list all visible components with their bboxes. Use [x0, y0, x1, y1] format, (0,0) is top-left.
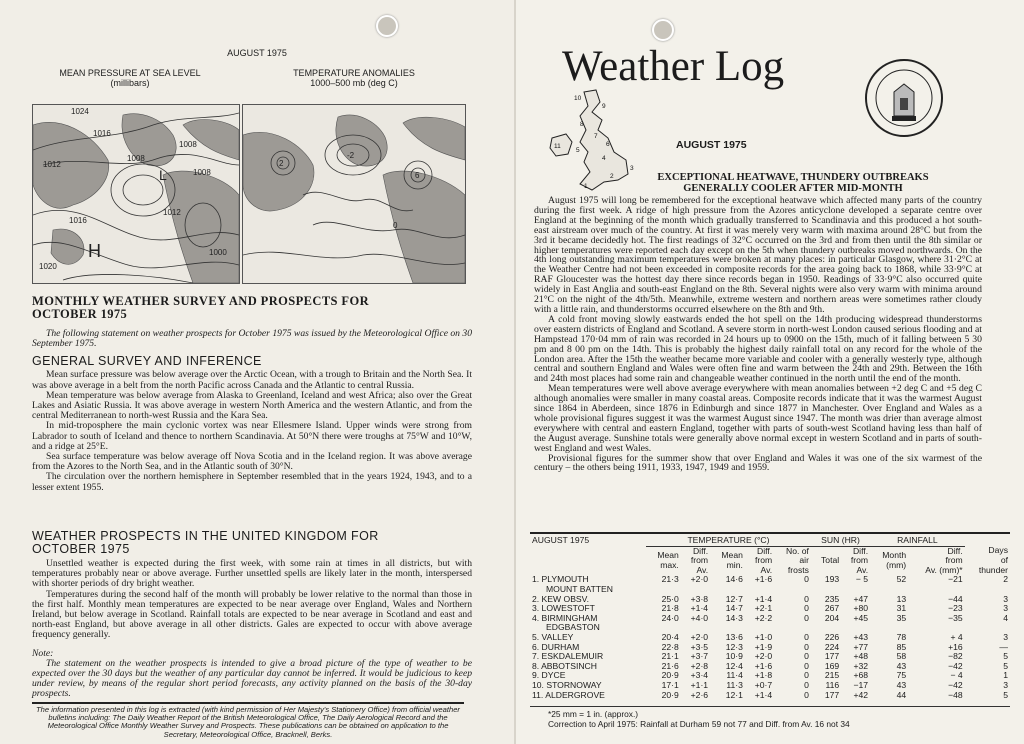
general-paragraph: Mean surface pressure was below average over the Arctic Ocean, with a trough to Britain and the North Sea. It was above average in a belt from the north Pacific across Canada and the Atlantic to central Russia.	[32, 369, 472, 391]
table-cell: −35	[948, 612, 963, 623]
station-name-line: 2. KEW OBSV.	[532, 593, 589, 604]
table-row	[530, 575, 1010, 594]
note-text: The statement on the weather prospects is intended to give a broad picture of the type of weather to be expected over the 30 days but the weather of any particular day cannot be inferred. It would be judicious to keep under review, by means of the regular short period forecasts, any activity planned on the basis of the 30-day prospects.	[32, 657, 472, 700]
column-header	[870, 546, 908, 575]
map1-title: MEAN PRESSURE AT SEA LEVEL	[59, 68, 201, 78]
station-name	[530, 691, 646, 701]
general-paragraph: Mean temperature was below average from Alaska to Greenland, Iceland and west Africa; also over the Great Lakes and Asiatic Russia. It was above average in western North America and the western Atlantic, and from the central Mediterranean to north-west Russia and the Kara Sea.	[32, 389, 472, 422]
isobar-label: 1020	[39, 262, 57, 271]
table-cell: 14·6	[725, 574, 743, 585]
table-cell: 85	[896, 641, 907, 652]
table-cell: +1·0	[754, 631, 773, 642]
table-cell: +2·0	[754, 651, 773, 662]
column-header-line: frosts	[787, 564, 809, 575]
table-cell: +2·6	[690, 689, 709, 700]
table-cell: +2·0	[690, 574, 709, 585]
station-name	[530, 575, 646, 594]
table-cell: −48	[948, 689, 963, 700]
column-header	[646, 546, 681, 575]
isobar-label: 1012	[163, 208, 181, 217]
table-cell: −44	[948, 593, 963, 604]
table-cell: 58	[896, 651, 907, 662]
table-cell: 116	[825, 679, 840, 690]
table-cell: 31	[896, 603, 907, 614]
survey-section	[32, 295, 472, 493]
headline	[628, 172, 958, 194]
station-number: 7	[594, 133, 598, 140]
station-name-line: 7. ESKDALEMUIR	[532, 651, 604, 662]
survey-title-month: OCTOBER 1975	[32, 307, 128, 321]
table-cell: +1·4	[690, 603, 709, 614]
table-cell: 3	[1003, 631, 1008, 642]
correction-note: Correction to April 1975: Rainfall at Durham 59 not 77 and Diff. from Av. 16 not 34	[548, 719, 850, 730]
isobar-label: 1016	[69, 216, 87, 225]
column-header-line: min.	[726, 559, 743, 570]
headline-line-2: GENERALLY COOLER AFTER MID-MONTH	[683, 183, 903, 194]
table-cell: 177	[824, 651, 840, 662]
table-cell: +3·4	[690, 670, 709, 681]
report-paragraph: August 1975 will long be remembered for the exceptional heatwave which affected many parts of the country during the first week. A ridge of high pressure from the Azores anticyclone developed a separate centre over England at the beginning of the month which gradually transferred to Scandinavia and this produced a hot south-east airstream over much of the country. At first it was merely very warm with maxima around 28°C but from the 3rd it became decidedly hot. The first readings of 32°C occurred on the 3rd and from then until the 8th similar or higher temperatures were reported each day except on the 5th when thundery outbreaks moved northwards. On the 4th long outstanding maximum temperatures were broken at many places: in particular Glasgow, where 31·2°C at the Weather Centre had not been exceeded in composite records for the area going back to 1868, while 33·9°C at RAF Gloucester was the hottest day there since records began in 1950. Readings of 33·9°C also occurred quite widely in East Anglia and south-east England on the 8th. Several nights were also very warm with minima around 21°C on the night of the 4th/5th. Meanwhile, extreme western and northern areas were sometimes rather cloudy with a little rain, and thunderstorms occurred elsewhere on the 8th and 9th.	[534, 195, 982, 315]
station-name-line: 6. DURHAM	[532, 641, 580, 652]
prospects-paragraph: Unsettled weather is expected during the first week, with some rain at times in all districts, but with temperatures probably near or above average. Further unsettled spells are likely later in the month, interspersed with shorter periods of dry bright weather.	[32, 558, 472, 590]
isobar-label: 1008	[193, 168, 211, 177]
table-cell: 235	[824, 593, 840, 604]
table-cell: 17·1	[661, 679, 679, 690]
station-name-line: 4. BIRMINGHAM	[532, 612, 598, 623]
table-cell: +0·7	[754, 679, 773, 690]
table-cell: +43	[853, 631, 869, 642]
table-cell: 0	[804, 689, 809, 700]
temperature-map-graphic	[243, 105, 465, 283]
headline-line-1: EXCEPTIONAL HEATWAVE, THUNDERY OUTBREAKS	[657, 172, 929, 183]
column-header-line: from	[690, 555, 709, 566]
table-cell: 0	[804, 603, 809, 614]
table-cell: +4·0	[690, 612, 709, 623]
isobar-label: 1016	[93, 129, 111, 138]
table-cell: +16	[948, 641, 963, 652]
table-cell: 12·1	[725, 689, 743, 700]
table-cell: 12·7	[725, 593, 743, 604]
table-cell: −42	[948, 660, 963, 671]
pressure-map	[32, 104, 240, 284]
table-cell: 25·0	[661, 593, 679, 604]
column-header	[710, 546, 745, 575]
page-title: Weather Log	[562, 43, 785, 90]
column-header-line: Av.	[856, 564, 869, 575]
column-header-line: Month	[882, 550, 907, 561]
high-label: H	[88, 241, 101, 261]
table-cell: +1·4	[754, 689, 773, 700]
table-cell: +2·0	[690, 631, 709, 642]
table-cell: +1·4	[754, 593, 773, 604]
isobar-label: 1024	[71, 107, 89, 116]
table-cell: 177	[824, 689, 840, 700]
binder-hole	[652, 19, 674, 41]
table-cell: 78	[896, 631, 907, 642]
table-cell: +1·9	[754, 641, 773, 652]
column-headers	[530, 546, 1010, 575]
anomaly-label: 0	[393, 221, 398, 230]
isobar-label: 1008	[127, 154, 145, 163]
weather-table	[530, 536, 1010, 700]
table-cell: 3	[1003, 603, 1008, 614]
table-cell: − 5	[855, 574, 869, 585]
station-number: 4	[602, 155, 606, 162]
station-number: 2	[610, 173, 614, 180]
table-cell: 21·1	[661, 651, 679, 662]
table-cell: +3·7	[690, 651, 709, 662]
station-name-line: 5. VALLEY	[532, 631, 574, 642]
table-cell: +32	[853, 660, 869, 671]
station-name-line: 8. ABBOTSINCH	[532, 660, 597, 671]
station-number: 1	[584, 183, 588, 190]
report-paragraph: Provisional figures for the summer show that over England and Wales it was one of the six warmest of the century – the others being 1911, 1933, 1947, 1949 and 1959.	[534, 452, 982, 474]
table-cell: 11·4	[726, 670, 743, 681]
map1-caption	[22, 68, 238, 88]
column-header-line: max.	[660, 559, 679, 570]
column-header	[965, 546, 1010, 575]
station-name	[530, 614, 646, 633]
table-cell: 169	[824, 660, 840, 671]
column-header-line: Total	[821, 555, 840, 566]
station-name-line: 1. PLYMOUTH	[532, 574, 589, 585]
table-cell: 12·3	[725, 641, 743, 652]
prospects-heading: WEATHER PROSPECTS IN THE UNITED KINGDOM FOR	[32, 529, 379, 543]
station-name-line: 9. DYCE	[532, 670, 566, 681]
column-header	[745, 546, 774, 575]
table-cell: +1·1	[690, 679, 709, 690]
table-cell: 14·3	[725, 612, 743, 623]
map1-subtitle: (millibars)	[110, 78, 150, 88]
table-cell: +2·2	[754, 612, 773, 623]
station-number: 6	[606, 141, 610, 148]
column-header-line: thunder	[978, 564, 1008, 575]
general-paragraph: In mid-troposphere the main cyclonic vortex was near Ellesmere Island. Upper winds were strong from Labrador to south of Iceland and thence to northern Scandinavia. At 50°N there were troughs at 75°W and 10°W, and a ridge at 25°E.	[32, 420, 472, 452]
prospects-section	[32, 530, 472, 700]
table-corner: AUGUST 1975	[532, 535, 590, 546]
column-header	[811, 546, 841, 575]
table-cell: 10·9	[725, 651, 743, 662]
table-cell: 20·9	[661, 689, 679, 700]
table-cell: 5	[1003, 689, 1008, 700]
table-row	[530, 614, 1010, 633]
general-paragraph: The circulation over the northern hemisphere in September resembled that in the years 1924, 1943, and to a lesser extent 1955.	[32, 471, 472, 493]
column-header-line: Diff.	[692, 545, 709, 556]
table-cell: 226	[824, 631, 840, 642]
table-cell: 215	[824, 670, 840, 681]
anomaly-label: 6	[415, 171, 420, 180]
table-cell: +42	[853, 689, 869, 700]
table-cell: 267	[824, 603, 840, 614]
table-cell: 20·9	[661, 670, 679, 681]
column-header-line: Av.	[760, 564, 773, 575]
column-header-line: (mm)	[886, 559, 907, 570]
table-cell: 2	[1003, 574, 1008, 585]
binder-hole	[376, 15, 398, 37]
table-cell: 224	[824, 641, 840, 652]
general-survey-heading: GENERAL SURVEY AND INFERENCE	[32, 354, 262, 369]
isobar-label: 1008	[179, 140, 197, 149]
table-cell: 204	[824, 612, 840, 623]
table-cell: 0	[804, 651, 809, 662]
table-cell: 0	[804, 641, 809, 652]
column-header-line: of	[1000, 554, 1008, 565]
table-cell: +1·8	[754, 670, 773, 681]
table-cell: +1·6	[754, 660, 773, 671]
survey-intro: The following statement on weather prospects for October 1975 was issued by the Meteorological Office on 30 September 1975.	[32, 328, 472, 350]
station-name-line: 10. STORNOWAY	[532, 679, 602, 690]
table-cell: − 4	[950, 670, 963, 681]
table-cell: +2·1	[754, 603, 773, 614]
table-cell: 22·8	[661, 641, 679, 652]
station-name-line: 3. LOWESTOFT	[532, 603, 595, 614]
table-cell: 24·0	[661, 612, 679, 623]
column-header-line: Diff.	[947, 545, 963, 556]
column-header-line: from	[945, 555, 963, 566]
low-label: L	[159, 167, 167, 183]
table-cell: 3	[1003, 593, 1008, 604]
table-cell: 43	[896, 679, 907, 690]
column-header-line: Days	[988, 545, 1008, 556]
column-header-line: Diff.	[757, 545, 773, 556]
table-cell: 193	[824, 574, 840, 585]
column-header-line: Mean	[657, 550, 679, 561]
map2-title: TEMPERATURE ANOMALIES	[293, 68, 415, 78]
footer	[32, 702, 464, 739]
issue-month: AUGUST 1975	[676, 139, 747, 151]
table-cell: −42	[948, 679, 963, 690]
table-cell: +3·8	[690, 593, 709, 604]
table-cell: 75	[896, 670, 907, 681]
prospects-paragraph: Temperatures during the second half of the month will probably be lower relative to the normal than those in the first half. Monthly mean temperatures are expected to be near average over England, Wales and Northern Ireland, but below average in Scotland. Rainfall totals are expected to be near average in Scotland and east and north-east England, but above average in all other districts. Gales are expected to occur with above average frequency generally.	[32, 588, 472, 641]
column-header-line: No. of	[786, 545, 809, 556]
column-header-line: air	[799, 555, 809, 566]
survey-title: MONTHLY WEATHER SURVEY AND PROSPECTS FOR	[32, 294, 370, 308]
table-cell: 44	[896, 689, 907, 700]
table-cell: +2·8	[690, 660, 709, 671]
table-cell: 13·6	[725, 631, 743, 642]
table-cell: 35	[896, 612, 907, 623]
pressure-map-graphic	[33, 105, 239, 283]
table-footnote: *25 mm = 1 in. (approx.)	[530, 706, 1010, 719]
column-header-line: Av. (mm)*	[925, 564, 963, 575]
column-header-line: Av.	[696, 564, 709, 575]
column-header-line: Diff.	[852, 545, 869, 556]
table-cell: +1·6	[754, 574, 773, 585]
prospects-heading-month: OCTOBER 1975	[32, 542, 130, 556]
station-number: 10	[574, 95, 582, 102]
table-cell: 21·3	[661, 574, 679, 585]
station-table	[530, 532, 1010, 729]
table-cell: 0	[804, 670, 809, 681]
station-name-line: 11. ALDERGROVE	[532, 689, 605, 700]
rainfall-group-header: RAINFALL	[870, 536, 965, 546]
table-cell: 21·6	[661, 660, 679, 671]
society-seal	[864, 58, 944, 138]
station-number: 8	[580, 121, 584, 128]
table-cell: 0	[804, 574, 809, 585]
table-cell: +45	[853, 612, 869, 623]
station-number: 5	[576, 147, 580, 154]
table-cell: 20·4	[661, 631, 679, 642]
sun-group-header: SUN (HR)	[811, 536, 870, 546]
table-cell: 21·8	[661, 603, 679, 614]
table-row	[530, 691, 1010, 701]
column-header	[774, 546, 811, 575]
station-number: 9	[602, 103, 606, 110]
table-cell: 5	[1003, 660, 1008, 671]
table-cell: −82	[948, 651, 963, 662]
table-cell: 11·3	[726, 679, 743, 690]
table-cell: 12·4	[725, 660, 743, 671]
column-header	[681, 546, 710, 575]
table-cell: + 4	[950, 631, 963, 642]
footer-text: The information presented in this log is extracted (with kind permission of Her Majesty's Stationery Office) from official weather bulletins including: The Daily Weather Report of the British Meteorological Office, The Daily Aerological Record and the Meteorological Office Monthly Weather Survey and Prospects. These publications can be obtained on application to the Secretary, Meteorological Office, Bracknell, Berks.	[36, 705, 460, 739]
table-cell: 0	[804, 593, 809, 604]
table-cell: 43	[896, 660, 907, 671]
column-header	[908, 546, 965, 575]
column-header	[841, 546, 870, 575]
right-page	[516, 0, 1024, 744]
station-number: 11	[554, 143, 561, 150]
table-cell: 52	[896, 574, 907, 585]
anomaly-label: -2	[347, 151, 355, 160]
station-name-line: MOUNT BATTEN	[546, 583, 613, 594]
table-cell: +48	[853, 651, 869, 662]
note-label: Note:	[32, 647, 54, 659]
map2-caption	[246, 68, 462, 88]
table-cell: +77	[853, 641, 869, 652]
column-header-line: Mean	[721, 550, 743, 561]
table-cell: 0	[804, 612, 809, 623]
anomaly-label: 2	[279, 159, 284, 168]
table-cell: 14·7	[725, 603, 743, 614]
table-cell: −21	[948, 574, 963, 585]
table-cell: −17	[853, 679, 869, 690]
table-cell: +47	[853, 593, 869, 604]
table-cell: −23	[948, 603, 963, 614]
table-body	[530, 575, 1010, 700]
column-header-line: from	[754, 555, 773, 566]
table-cell: 1	[1003, 670, 1008, 681]
table-cell: +68	[853, 670, 869, 681]
report-paragraph: Mean temperatures were well above average everywhere with mean anomalies between +2 deg C and +5 deg C although anomalies were smaller in many coastal areas. Composite records indicate that it was the warmest August since 1864 in Aberdeen, since 1876 in Edinburgh and since 1877 in Manchester. Over England and Wales as a whole provisional figures suggest it was the warmest August since 1947. The month was drier than average almost everywhere with central and eastern England, together with parts of south-west Scotland having less than half of the August average. Sunshine totals were generally above normal except in western Scotland and in parts of south-west England and west Wales.	[534, 383, 982, 454]
map2-subtitle: 1000–500 mb (deg C)	[310, 78, 398, 88]
table-cell: +3·5	[690, 641, 709, 652]
isobar-label: 1000	[209, 248, 227, 257]
table-cell: 13	[896, 593, 907, 604]
general-paragraph: Sea surface temperature was below average off Nova Scotia and in the Iceland region. It was above average from the Azores to the North Sea, and in the Atlantic south of 30°N.	[32, 451, 472, 473]
table-cell: +80	[853, 603, 869, 614]
station-number: 3	[630, 165, 634, 172]
month-heading: AUGUST 1975	[227, 48, 287, 58]
table-cell: 0	[804, 679, 809, 690]
report-paragraph: A cold front moving slowly eastwards ended the hot spell on the 14th producing widespread thunderstorms over eastern districts of England and Scotland. A severe storm in north-west London caused serious flooding and at Hampstead 170·04 mm of rain was recorded in 24 hours up to 0900 on the 15th, much of it falling between 5 30 pm and 8 00 pm on the 14th. This is probably the highest daily rainfall total on any record for the whole of the London area. After the 15th the weather became more variable and cooler with a generally westerly type, although central and southern England and Wales were often fine and warm between the 24th and 29th. Between the 16th and 24th most places had some rain and changeable weather continued in the north until the end of the month.	[534, 313, 982, 385]
table-cell: 0	[804, 660, 809, 671]
table-cell: 4	[1003, 612, 1008, 623]
report-body	[534, 196, 982, 473]
table-cell: 3	[1003, 679, 1008, 690]
temperature-anomaly-map	[242, 104, 466, 284]
table-cell: 0	[804, 631, 809, 642]
table-cell: —	[999, 641, 1008, 652]
column-header-line: from	[850, 555, 869, 566]
isobar-label: 1012	[43, 160, 61, 169]
table-cell: 5	[1003, 651, 1008, 662]
station-name-line: EDGBASTON	[546, 622, 600, 633]
temperature-group-header: TEMPERATURE (°C)	[646, 536, 811, 546]
